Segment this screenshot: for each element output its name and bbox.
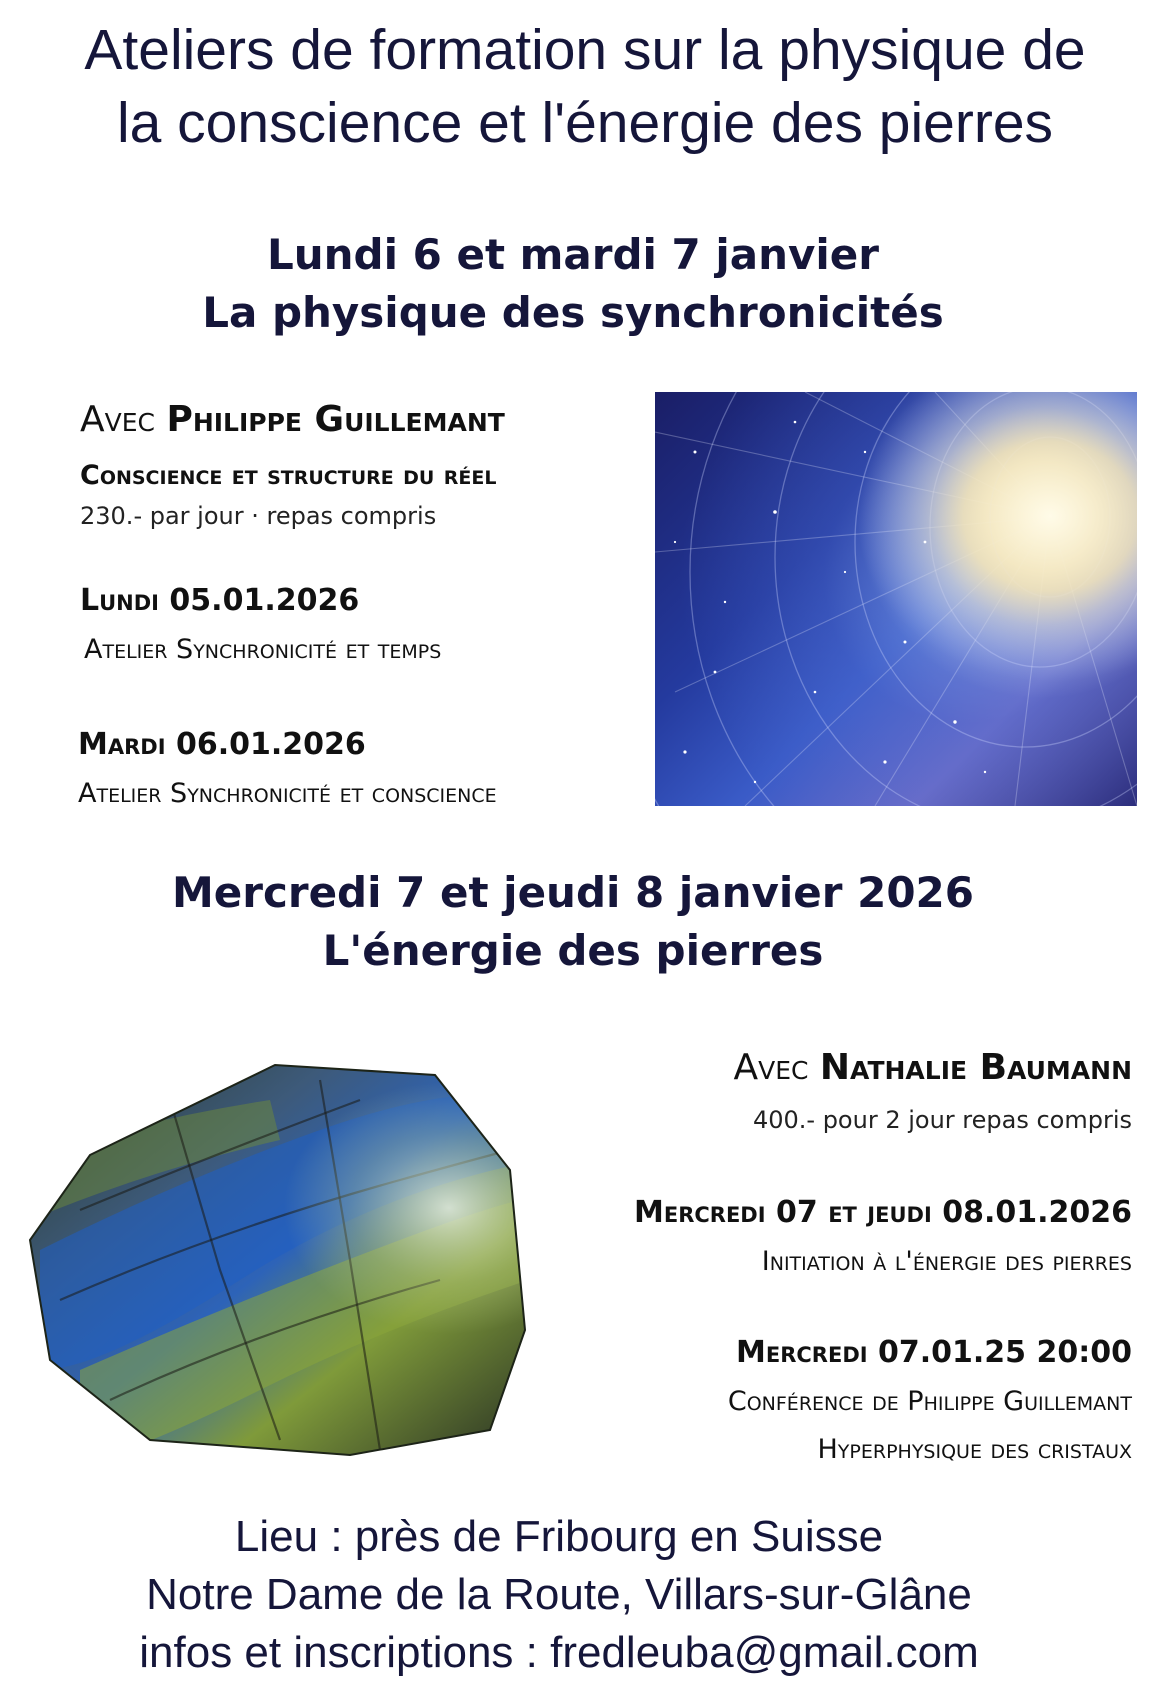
section2-date: Mercredi 7 et jeudi 8 janvier 2026: [171, 868, 975, 917]
section1-day1-date: Lundi 05.01.2026: [80, 583, 360, 618]
section2-event2-title-2: Hyperphysique des cristaux: [817, 1434, 1132, 1465]
footer-address: Notre Dame de la Route, Villars-sur-Glâne: [146, 1570, 972, 1619]
page-title: [0, 14, 1170, 160]
speaker-name: Philippe Guillemant: [166, 399, 505, 440]
section1-day2-date: Mardi 06.01.2026: [78, 727, 366, 762]
section2-price: 400.- pour 2 jour repas compris: [752, 1106, 1132, 1134]
title-line-2: la conscience et l'énergie des pierres: [116, 91, 1054, 155]
speaker-name: Nathalie Baumann: [819, 1047, 1132, 1088]
section1-speaker: [80, 398, 505, 442]
title-line-1: Ateliers de formation sur la physique de: [84, 18, 1086, 82]
labradorite-stone-art: [20, 1040, 570, 1460]
section2-event2-date: Mercredi 07.01.25 20:00: [736, 1335, 1132, 1370]
section1-price: 230.- par jour · repas compris: [80, 502, 437, 530]
section1-topic: La physique des synchronicités: [202, 288, 944, 337]
section1-heading: [0, 226, 1146, 342]
footer-location: Lieu : près de Fribourg en Suisse: [234, 1512, 884, 1561]
section1-subtitle: Conscience et structure du réel: [80, 460, 497, 491]
section2-event1-date: Mercredi 07 et jeudi 08.01.2026: [634, 1195, 1132, 1230]
footer-contact: infos et inscriptions : fredleuba@gmail.com: [139, 1628, 979, 1677]
section1-date: Lundi 6 et mardi 7 janvier: [266, 230, 880, 279]
section2-speaker: [733, 1046, 1132, 1090]
speaker-prefix: Avec: [80, 399, 167, 440]
section2-heading: [0, 864, 1146, 980]
section1-day2-title: Atelier Synchronicité et conscience: [78, 778, 497, 809]
section2-event2-title-1: Conférence de Philippe Guillemant: [727, 1386, 1132, 1417]
cosmic-spiral-art: [655, 392, 1137, 806]
section2-event1-title: Initiation à l'énergie des pierres: [761, 1246, 1132, 1277]
footer-info: [0, 1508, 1118, 1682]
labradorite-stone-image: [20, 1040, 570, 1460]
section2-topic: L'énergie des pierres: [322, 926, 824, 975]
speaker-prefix: Avec: [733, 1047, 820, 1088]
cosmic-spiral-image: [655, 392, 1137, 806]
section1-day1-title: Atelier Synchronicité et temps: [84, 634, 442, 665]
